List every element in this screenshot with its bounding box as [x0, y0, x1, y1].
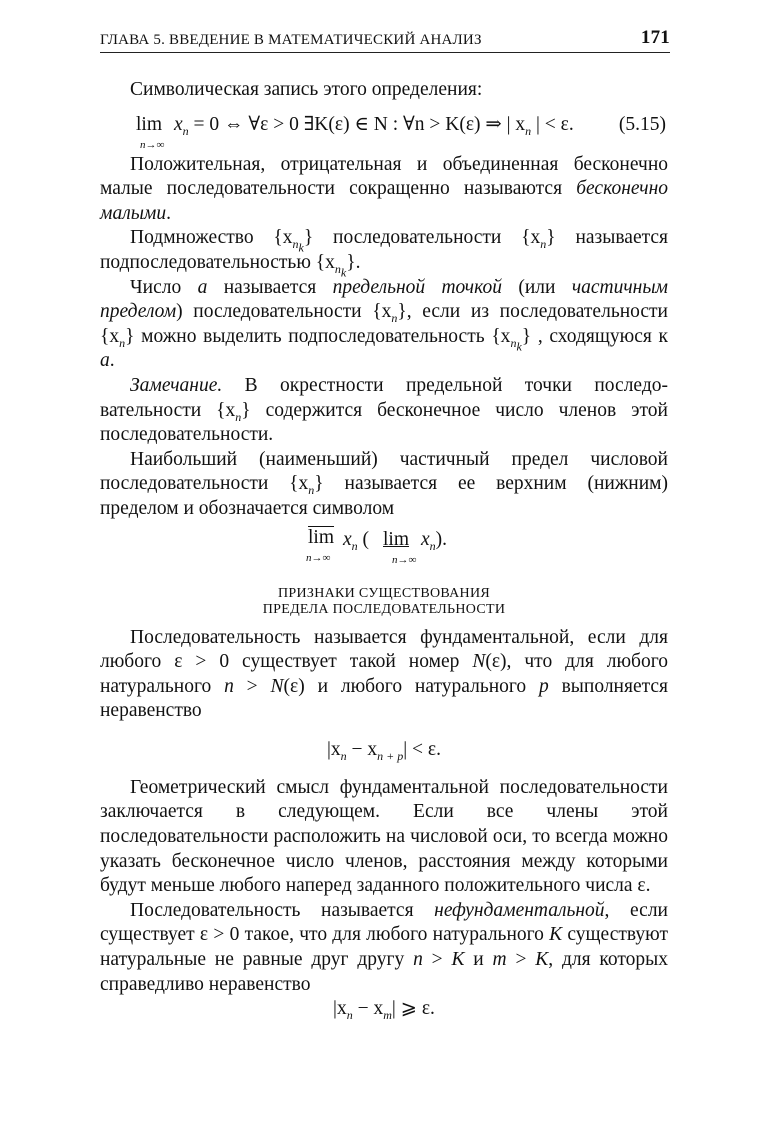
limsup-subscript: n→∞	[306, 551, 331, 564]
non-cauchy-inequality: $|x_n - x_m|$ ⩾ ε.	[333, 998, 435, 1023]
liminf-operator: lim	[383, 528, 410, 550]
equation-number: (5.15)	[618, 113, 666, 135]
cauchy-inequality: $|x_n - x_{n + p}| < \varepsilon$.	[327, 738, 441, 763]
formula-5-15	[100, 103, 668, 153]
paragraph-infinitesimal: Положительная, отрицательная и объединенная бесконечно малые последовательности сокращенно называются бесконечно малыми.	[100, 153, 668, 224]
page-number: 171	[640, 27, 670, 48]
paragraph-limit-point: Число a называется предельной точкой (или частичным пределом) последовательности $\{x_n\}$, если из последовательности $\{x_n\}$ можно выделить подпоследовательность $\{x_{n_k}\}$ , сходящуюся к a.	[100, 276, 669, 372]
main-text	[100, 78, 668, 1021]
paragraph-subsequence: Подмножество $\{x_{n_k}\}$ последовательности $\{x_n\}$ называется подпоследовательностью $\{x_{n_k}\}$.	[100, 227, 669, 280]
limsup-liminf-formula: $\overline{lim}$ n→∞ $x_n$ ( lim n→∞ $x_n$).	[306, 526, 448, 566]
section-heading: ПРИЗНАКИ СУЩЕСТВОВАНИЯ ПРЕДЕЛА ПОСЛЕДОВАТЕЛЬНОСТИ	[262, 585, 506, 617]
limit-operator: lim	[136, 113, 163, 135]
paragraph-fundamental: Последовательность называется фундаментальной, если для любого ε > 0 существует такой номер N(ε), что для любого натурального n > N(ε) и любого натурального p выполняется неравенство	[100, 626, 669, 722]
paragraph-geometric-meaning: Геометрический смысл фундаментальной последовательности заключается в следующем. Если все члены этой последовательности расположить на числовой оси, то всегда можно указать бесконечное число членов, расстояния между которыми будут меньше любого наперед заданного положительного числа ε.	[100, 776, 668, 897]
limsup-operator: $\overline{lim}$	[308, 526, 335, 548]
limit-subscript: n→∞	[140, 138, 165, 151]
paragraph-remark: Замечание. В окрестности предельной точки последовательности $\{x_n\}$ содержится бесконечное число членов этой последовательности.	[100, 374, 668, 446]
formula-body: $x_n = 0$ ⇔ ∀ε > 0 ∃K(ε) ∈ N : ∀n > K(ε) ⇒ | $x_n$ | < ε.	[174, 113, 574, 138]
paragraph-nonfundamental: Последовательность называется нефундаментальной, если существует ε > 0 такое, что для любого натурального K существуют натуральные не равные друг другу n > K и m > K, для которых справедливо неравенство	[100, 899, 669, 995]
paragraph-intro: Символическая запись этого определения:	[130, 79, 483, 100]
paragraph-upper-lower-limit: Наибольший (наименьший) частичный предел числовой последовательности $\{x_n\}$ называется ее верхним (нижним) пределом и обозначается символом	[100, 448, 668, 519]
liminf-subscript: n→∞	[392, 553, 417, 566]
chapter-title: ГЛАВА 5. ВВЕДЕНИЕ В МАТЕМАТИЧЕСКИЙ АНАЛИЗ	[100, 32, 482, 48]
running-header	[100, 26, 670, 53]
